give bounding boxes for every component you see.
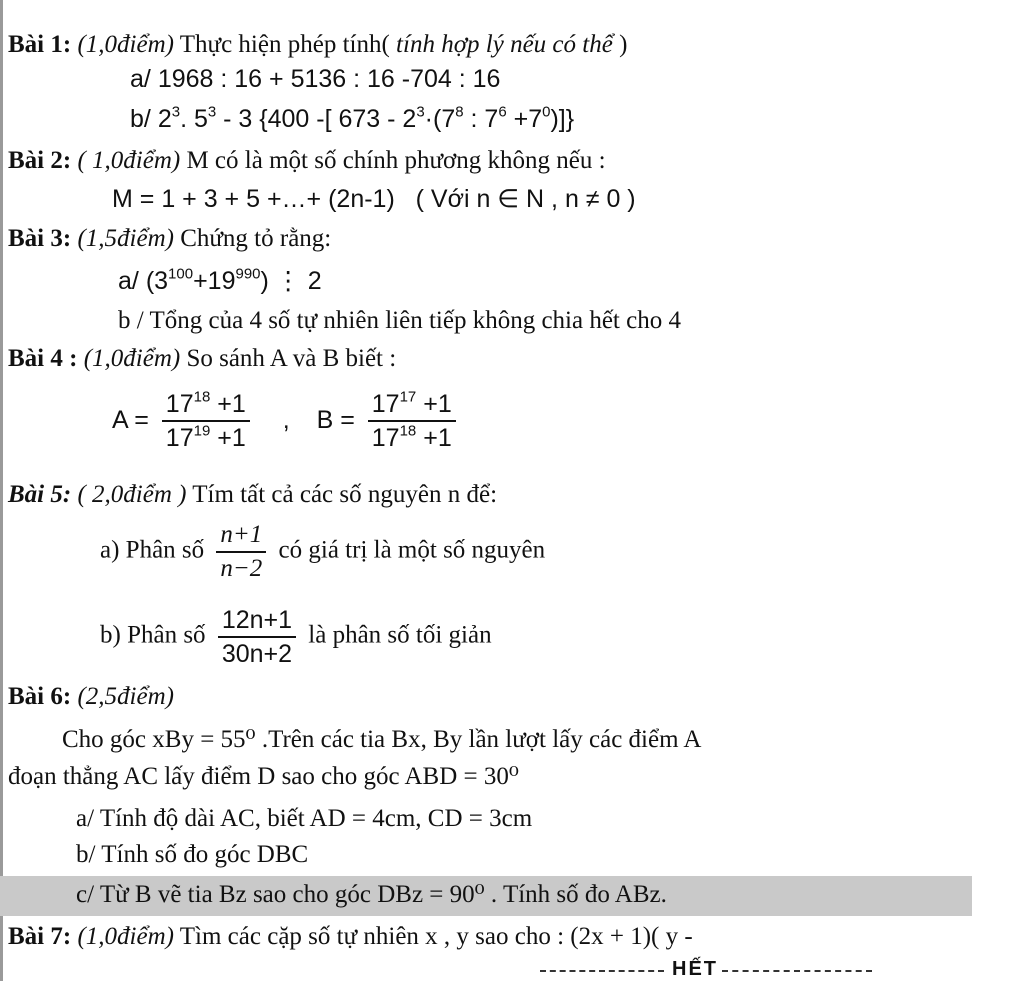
problem-1b — [130, 104, 574, 134]
end-marker: HẾT — [672, 958, 718, 980]
problem-4-label: Bài 4 : — [8, 345, 78, 372]
end-rule-left — [540, 970, 664, 972]
problem-5a-tail: có giá trị là một số nguyên — [278, 536, 546, 564]
problem-6-line1: Cho góc xBy = 55⁰ .Trên các tia Bx, By lần lượt lấy các điểm A — [62, 726, 702, 753]
problem-2-formula: M = 1 + 3 + 5 +…+ (2n-1) — [112, 185, 395, 213]
problem-4-points: (1,0điểm) — [83, 345, 181, 372]
problem-7-points: (1,0điểm) — [77, 923, 174, 950]
page-border — [0, 0, 3, 981]
problem-7-label: Bài 7: — [8, 923, 72, 950]
problem-2-heading — [8, 146, 606, 176]
problem-1-heading — [8, 30, 627, 60]
problem-1a — [130, 64, 500, 94]
problem-7-text: Tìm các cặp số tự nhiên x , y sao cho : (2x + 1)( y - — [179, 923, 693, 950]
problem-5-points: ( 2,0điểm ) — [77, 481, 187, 508]
problem-5a-numerator: n+1 — [216, 521, 266, 553]
problem-3-points: (1,5điểm) — [77, 225, 174, 252]
problem-4-text: So sánh A và B biết : — [186, 345, 397, 372]
problem-5b-numerator: 12n+1 — [218, 606, 296, 638]
problem-5b-tail: là phân số tối giản — [308, 621, 492, 649]
problem-3b-text: b / Tổng của 4 số tự nhiên liên tiếp không chia hết cho 4 — [118, 307, 681, 334]
problem-5b-lead: b) Phân số — [100, 621, 206, 649]
problem-4-heading — [8, 344, 396, 374]
problem-6-label: Bài 6: — [8, 683, 72, 710]
problem-2-text: M có là một số chính phương không nếu : — [186, 147, 606, 174]
problem-3a-expression: $(3^{100}+19^{990})$ ⋮ 2 — [145, 265, 322, 295]
problem-6a: a/ Tính độ dài AC, biết AD = 4cm, CD = 3cm — [76, 805, 533, 832]
fraction-b: B = $\frac{17^{17} +1}{17^{18} +1}$ — [317, 406, 462, 434]
problem-5-text: Tím tất cả các số nguyên n để: — [192, 481, 498, 508]
fraction-a: A = $\frac{17^{18} +1}{17^{19} +1}$ — [112, 406, 256, 434]
problem-5-heading — [8, 480, 497, 510]
problem-6-line2: đoạn thẳng AC lấy điểm D sao cho góc ABD = 30⁰ — [8, 763, 519, 790]
problem-2-points: ( 1,0điểm) — [77, 147, 181, 174]
problem-5b — [100, 606, 492, 668]
problem-1a-label: a/ — [130, 65, 151, 93]
problem-5a-lead: a) Phân số — [100, 536, 205, 564]
problem-3-label: Bài 3: — [8, 225, 72, 252]
problem-1-close: ) — [619, 31, 628, 58]
problem-6-points: (2,5điểm) — [77, 683, 174, 710]
problem-6b: b/ Tính số đo góc DBC — [76, 841, 309, 868]
problem-7-heading — [8, 922, 693, 952]
problem-5b-denominator: 30n+2 — [221, 640, 293, 668]
problem-6-heading — [8, 682, 174, 712]
problem-1b-label: b/ — [130, 105, 151, 133]
problem-1a-expression: 1968 : 16 + 5136 : 16 -704 : 16 — [157, 65, 501, 93]
problem-1-text: Thực hiện phép tính( — [179, 31, 390, 58]
problem-3a — [118, 266, 322, 296]
problem-3-heading — [8, 224, 331, 254]
problem-5a — [100, 521, 545, 583]
problem-3b — [118, 306, 681, 336]
problem-6c: c/ Từ B vẽ tia Bz sao cho góc DBz = 90⁰ . Tính số đo ABz. — [76, 881, 667, 908]
problem-1-label: Bài 1: — [8, 31, 72, 58]
problem-2-label: Bài 2: — [8, 147, 72, 174]
problem-4-fractions: A = $\frac{17^{18} +1}{17^{19} +1}$ , B = $\frac{17^{17} +1}{17^{18} +1}$ — [112, 390, 462, 452]
end-rule-right — [722, 970, 872, 972]
problem-1b-expression: $2^3$. $5^3 - 3$ {400 -[ $673 - 2^3\cdot(7^8$ : $7^6 +7^0$)]} — [157, 103, 575, 133]
problem-1-points: (1,0điểm) — [77, 31, 174, 58]
problem-5a-denominator: n−2 — [220, 555, 263, 582]
problem-3a-label: a/ — [118, 267, 139, 295]
problem-1-hint: tính hợp lý nếu có thể — [396, 31, 613, 58]
problem-3-text: Chứng tỏ rằng: — [180, 225, 332, 252]
problem-2-condition: ( Với n ∈ N , n ≠ 0 ) — [415, 185, 636, 213]
problem-2-formula-line — [112, 184, 636, 214]
problem-5-label: Bài 5: — [8, 481, 72, 508]
